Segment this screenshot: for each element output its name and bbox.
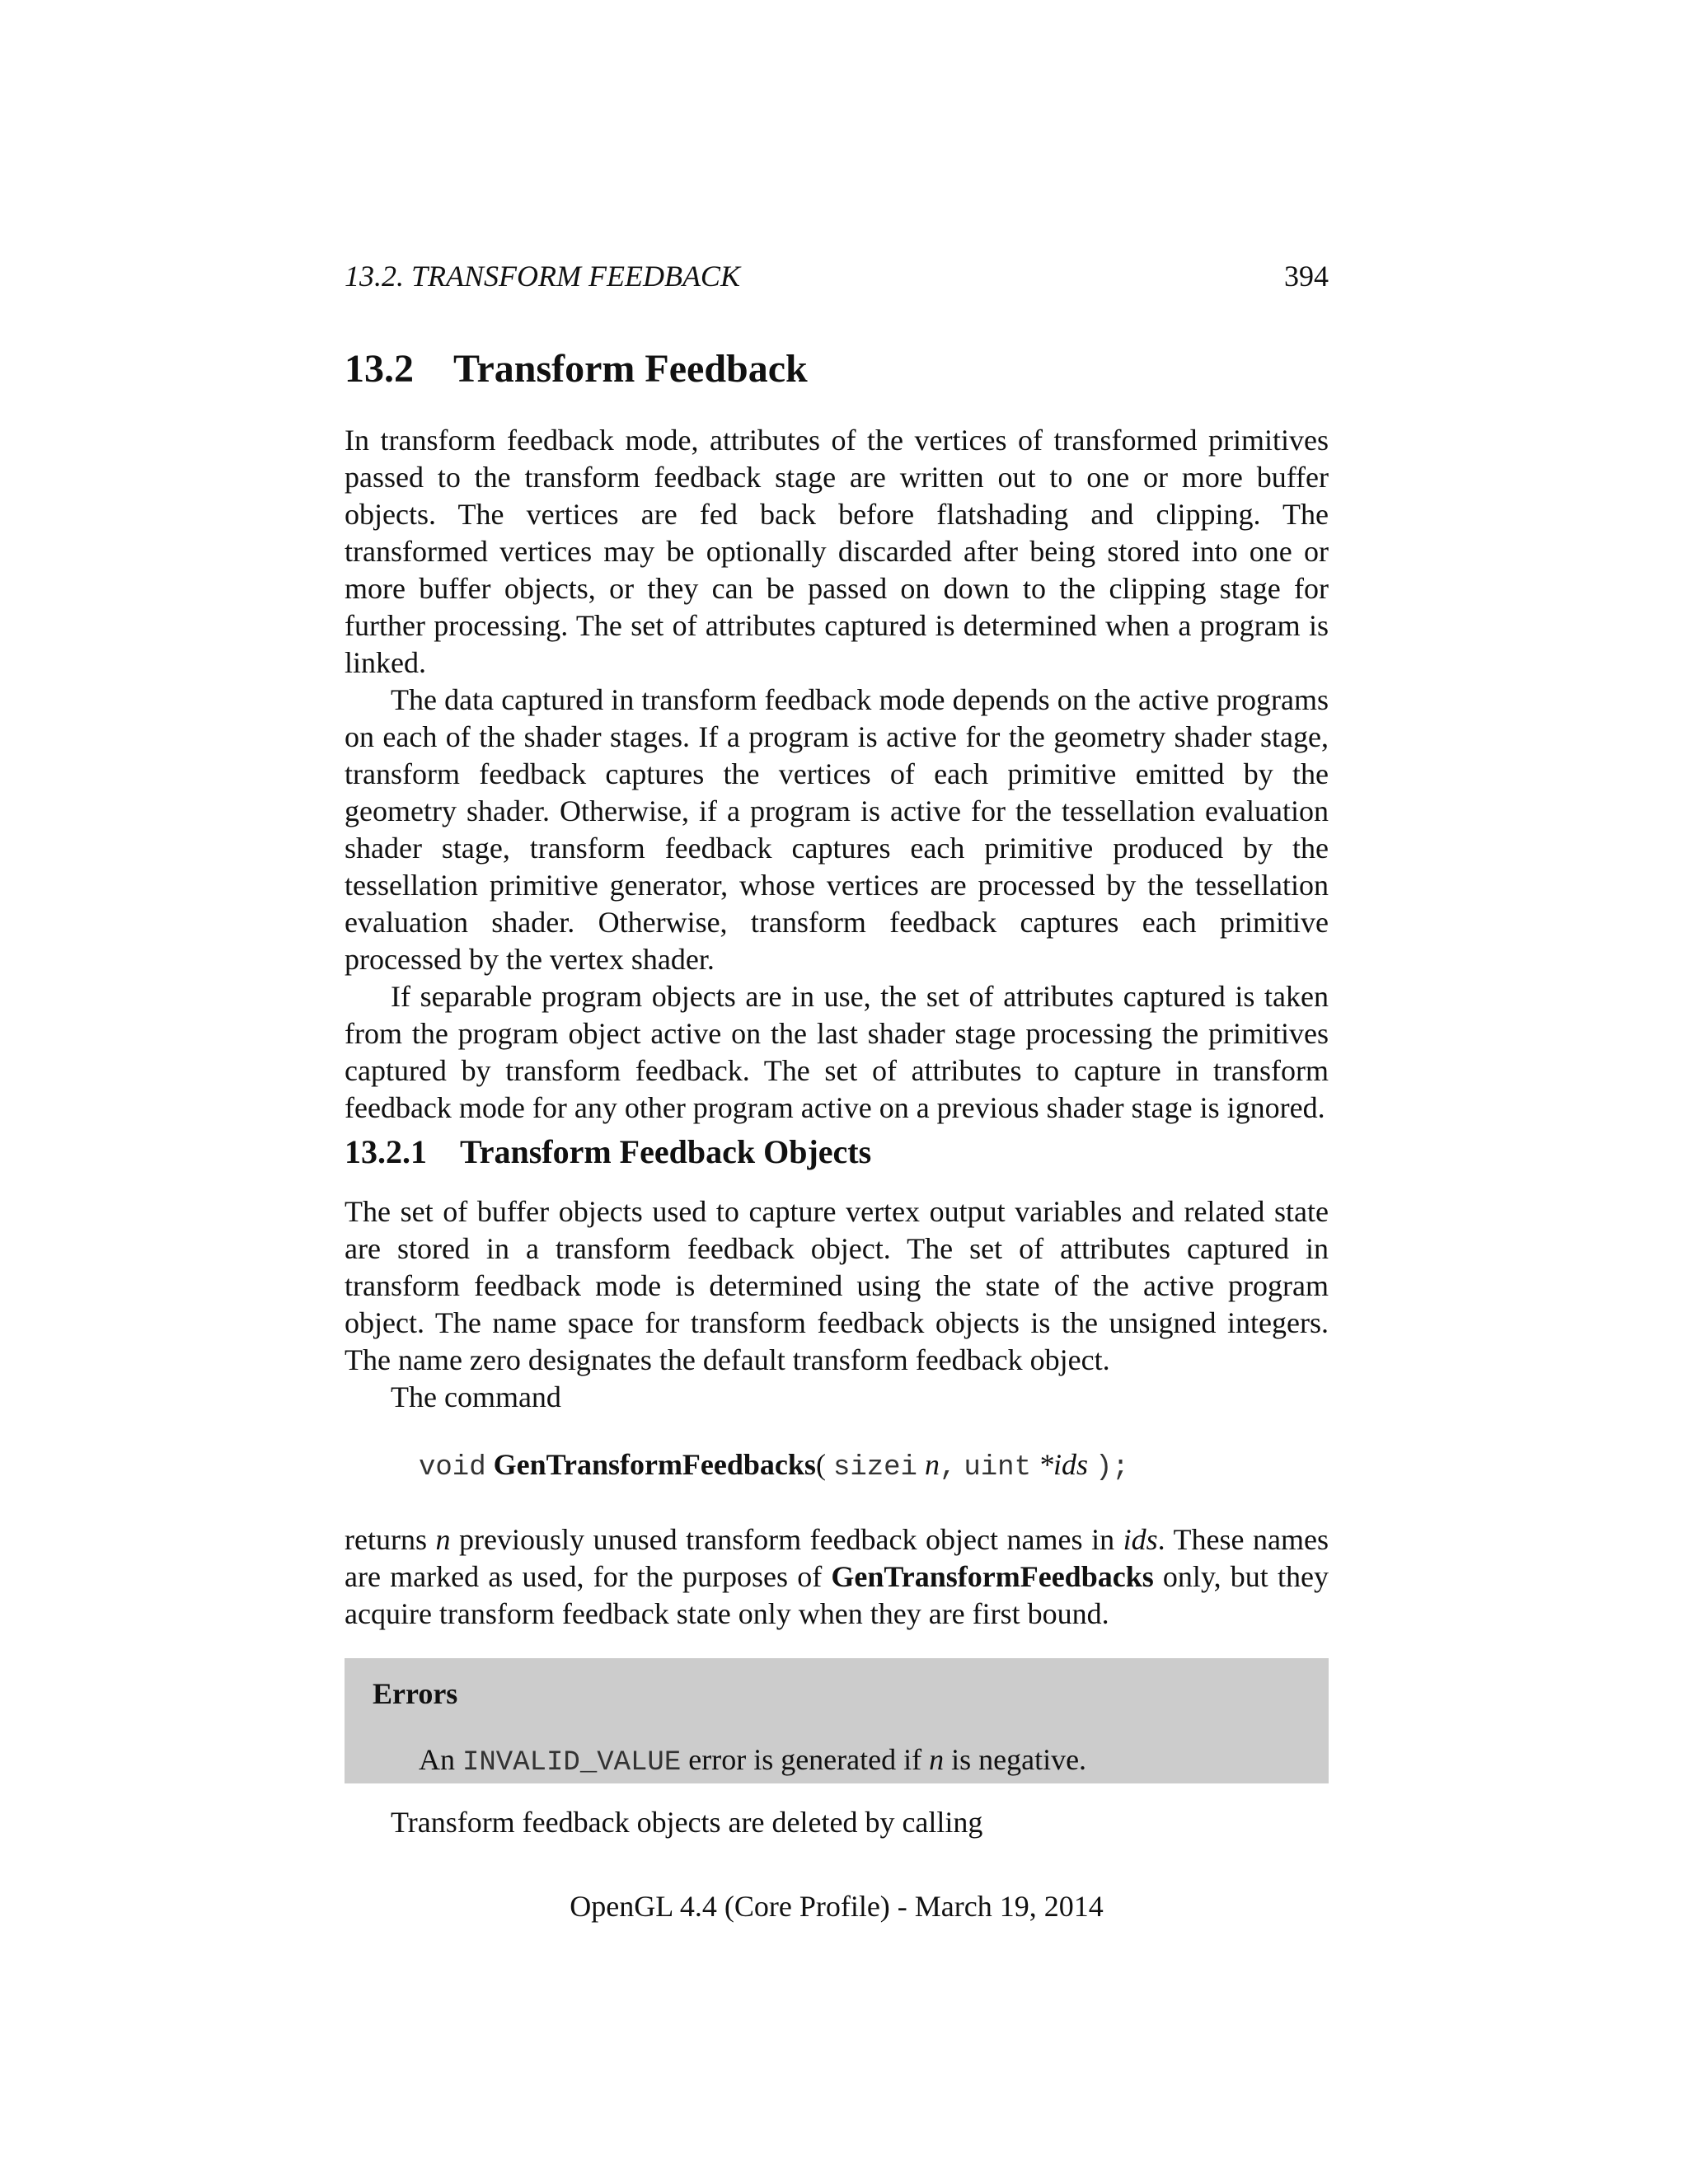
open-paren: ( xyxy=(815,1448,826,1481)
param-name: *ids xyxy=(1039,1448,1089,1481)
command-intro: The command xyxy=(391,1380,561,1413)
page-number: 394 xyxy=(1284,260,1329,293)
text-run: previously unused transform feedback object names in xyxy=(450,1523,1123,1556)
subsection-heading xyxy=(345,1132,871,1171)
param-type: uint xyxy=(964,1452,1031,1483)
param-type: sizei xyxy=(832,1452,917,1483)
paragraph: In transform feedback mode, attributes of the vertices of transformed primitives passed to the transform feedback stage are written out to one or more buffer objects. The vertices are fed back before flatshading and clipping. The transformed vertices may be optionally discarded after being stored into one or more buffer objects, or they can be passed on down to the clipping stage for further processing. The set of attributes captured is determined when a program is linked. xyxy=(345,424,1329,679)
section-number: 13.2 xyxy=(345,347,414,391)
text-run: An xyxy=(419,1743,462,1776)
returns-block xyxy=(345,1521,1329,1633)
page-footer: OpenGL 4.4 (Core Profile) - March 19, 2014 xyxy=(570,1890,1104,1923)
text-run: only, but they acquire transform feedback state only when they are first bound. xyxy=(345,1560,1329,1630)
header-section-label: 13.2. TRANSFORM FEEDBACK xyxy=(345,260,740,293)
section-heading xyxy=(345,346,808,391)
errors-box xyxy=(345,1658,1329,1783)
text-run: is negative. xyxy=(944,1743,1087,1776)
error-code: INVALID_VALUE xyxy=(462,1747,682,1779)
var-n: n xyxy=(435,1523,451,1556)
function-ref: GenTransformFeedbacks xyxy=(831,1560,1154,1593)
paragraph: The set of buffer objects used to capture vertex output variables and related state are stored in a transform feedback object. The set of attributes captured in transform feedback mode is determined using the state of the active program object. The name space for transform feedback objects is the unsigned integers. The name zero designates the default transform feedback object. xyxy=(345,1195,1329,1376)
text-run: returns xyxy=(345,1523,436,1556)
document-page xyxy=(345,0,1329,2184)
running-header xyxy=(345,259,1329,295)
section-body xyxy=(345,422,1329,1127)
subsection-number: 13.2.1 xyxy=(345,1133,427,1170)
paragraph: If separable program objects are in use, the set of attributes captured is taken from the program object active on the last shader stage processing the primitives captured by transform feedback. The set of attributes to capture in transform feedback mode for any other program active on a previous shader stage is ignored. xyxy=(345,980,1329,1124)
var-ids: ids xyxy=(1123,1523,1158,1556)
command-prototype xyxy=(419,1447,1129,1483)
errors-title: Errors xyxy=(373,1677,458,1710)
var-n: n xyxy=(929,1743,945,1776)
subsection-title: Transform Feedback Objects xyxy=(460,1133,872,1170)
paragraph: The data captured in transform feedback mode depends on the active programs on each of the shader stages. If a program is active for the geometry shader stage, transform feedback captures the vertices of each primitive emitted by the geometry shader. Otherwise, if a program is active for the tessellation evaluation shader stage, transform feedback captures each primitive produced by the tessellation primitive generator, whose vertices are processed by the tessellation evaluation shader. Otherwise, transform feedback captures each primitive processed by the vertex shader. xyxy=(345,683,1329,976)
section-title: Transform Feedback xyxy=(453,347,808,391)
close-paren: ); xyxy=(1095,1452,1129,1483)
returns-paragraph xyxy=(345,1521,1329,1633)
text-run: error is generated if xyxy=(681,1743,930,1776)
function-name: GenTransformFeedbacks xyxy=(493,1448,816,1481)
error-item xyxy=(419,1742,1086,1779)
return-type: void xyxy=(419,1452,486,1483)
text-run: . These names are marked as used, for the purposes of xyxy=(345,1523,1329,1593)
deleted-line: Transform feedback objects are deleted by calling xyxy=(391,1806,983,1839)
subsection-body xyxy=(345,1193,1329,1416)
comma: , xyxy=(939,1452,957,1483)
param-name: n xyxy=(924,1448,940,1481)
